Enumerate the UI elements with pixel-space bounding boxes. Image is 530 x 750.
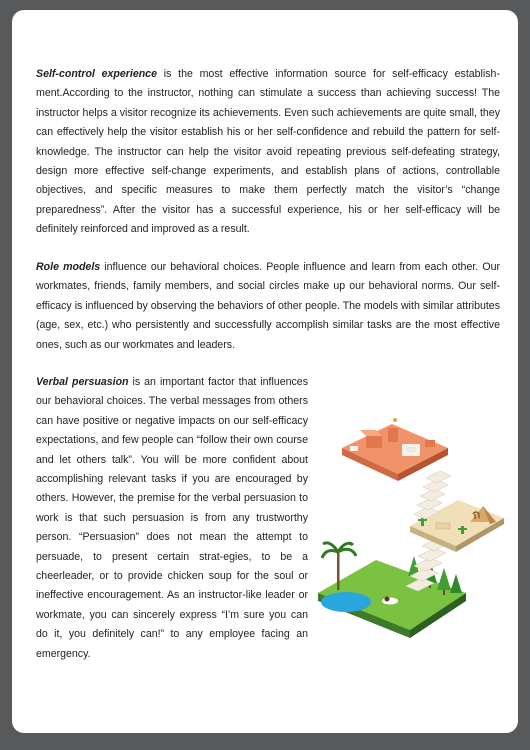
term-verbal-persuasion: Verbal persuasion xyxy=(36,376,129,388)
paragraph-body: is the most effective information source for self-efficacy establish-ment.According to the instructor, nothing can stimulate a success than achieving success! The instructor helps a visitor recognize its achievements. Even such achievements are quite small, they can effectively help the visitor establish his or her self-confidence and rebuild the pattern for self-knowledge. The instructor can help the visitor avoid repeating previous self-defeating strategy, design more effective self-change experiments, and establish plans of actions, controllable objectives, and specific measures to make them perfectly match the visitor’s “change preparedness”. After the visitor has a successful experience, his or her self-efficacy will be definitely reinforced and improved as a result. xyxy=(36,68,500,236)
document-page xyxy=(12,10,518,733)
orange-island xyxy=(342,418,448,481)
paragraph-body: is an important factor that influences our behavioral choices. The verbal messages from others can have positive or negative impacts on our self-efficacy expectations, and few people can “follow their own course and let others talk”. You will be more confident about accomplishing relevant tasks if you are encouraged by others. However, the premise for the verbal persuasion to work is that such persuasion is from any trustworthy person. “Persuasion” does not mean the attempt to persuade, to present certain strat-egies, to be a cheerleader, or to provide chicken soup for the soul or ineffective encouragement. As an instructor-like leader or workmate, you can sincerely express “I’m sure you can do it, you definitely can!” to any employee facing an emergency. xyxy=(36,376,308,660)
term-self-control-experience: Self-control experience xyxy=(36,68,157,80)
paragraph-role-models xyxy=(36,258,500,355)
term-role-models: Role models xyxy=(36,261,101,273)
paragraph-self-control-experience xyxy=(36,65,500,240)
isometric-staircase-islands-illustration xyxy=(318,418,508,640)
green-island xyxy=(318,543,466,638)
paragraph-body: influence our behavioral choices. People influence and learn from each other. Our workmates, friends, family members, and social circles make up our behavioral norms. Our self-efficacy is influenced by observing the behaviors of other people. The models with similar attributes (age, sex, etc.) who persistently and successfully accomplish similar tasks are the most effective ones, such as our workmates and leaders. xyxy=(36,261,500,351)
paragraph-verbal-persuasion xyxy=(36,373,308,664)
